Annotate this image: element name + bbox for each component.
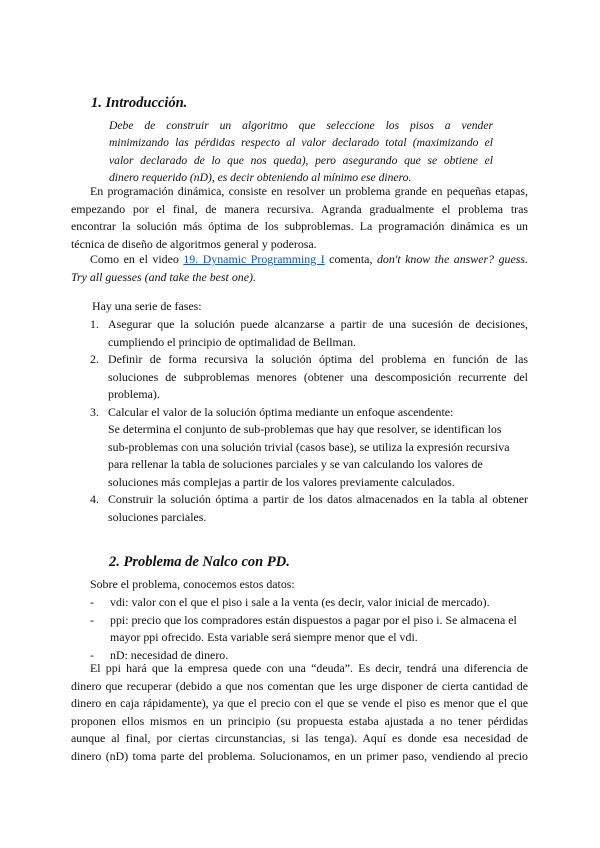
abstract-line: valor declarado de lo que nos queda), pero asegurando que se obtiene el [109, 153, 493, 167]
phase-item [90, 491, 528, 526]
phase-line: cumpliendo el principio de optimalidad de Bellman. [108, 334, 356, 349]
data-item-line: ppi: precio que los compradores están dispuestos a pagar por el piso i. Se almacena el [110, 612, 517, 627]
data-item-line: mayor ppi ofrecido. Esta variable será siempre menor que el vdi. [110, 630, 418, 644]
intro-paragraph [71, 183, 528, 253]
abstract-line: dinero requerido (nD), es decir obteniendo al mínimo ese dinero. [109, 170, 412, 184]
data-item [90, 612, 528, 647]
phase-item [90, 351, 528, 404]
abstract-block [109, 117, 493, 186]
data-item-line: nD: necesidad de dinero. [110, 647, 229, 662]
data-list [90, 594, 528, 664]
paragraph-line [71, 251, 528, 269]
phase-line: Construir la solución óptima a partir de los datos almacenados en la tabla al obtener [108, 492, 528, 506]
dash-bullet: - [90, 612, 94, 627]
section-1-heading: 1. Introducción. [91, 95, 188, 111]
video-quote-2: Try all guesses (and take the best one). [71, 269, 256, 284]
phases-list [90, 316, 528, 526]
phase-line: soluciones parciales. [108, 509, 207, 524]
phase-number: 4. [90, 492, 99, 506]
section-2-heading: 2. Problema de Nalco con PD. [109, 554, 290, 570]
phase-line: sub-problemas con una solución trivial (casos base), se utiliza la expresión recursiva [108, 439, 510, 454]
paragraph-line: El ppi hará que la empresa quede con una “deuda”. Es decir, tendrá una diferencia de [90, 661, 528, 675]
video-middle-text: comenta, [324, 252, 377, 266]
paragraph-line: encontrar la solución más óptima de los subproblemas. La programación dinámica es un [71, 219, 528, 234]
abstract-line: minimizando las pérdidas respecto al valor declarado total (maximizando el [109, 136, 493, 150]
phase-line: Calcular el valor de la solución óptima mediante un enfoque ascendente: [108, 404, 454, 419]
phase-item [90, 404, 528, 492]
phase-line: para rellenar la tabla de soluciones parciales y se van calculando los valores de [108, 457, 483, 471]
paragraph-line: En programación dinámica, consiste en resolver un problema grande en pequeñas etapas, [90, 184, 528, 198]
phase-line: problema). [108, 387, 160, 401]
phase-line: soluciones más complejas a partir de los valores previamente calculados. [108, 474, 455, 489]
phase-number: 2. [90, 352, 99, 366]
data-item-line: vdi: valor con el que el piso i sale a la venta (es decir, valor inicial de mercado). [110, 595, 490, 609]
abstract-line: Debe de construir un algoritmo que seleccione los pisos a vender [109, 119, 493, 132]
phase-line: Asegurar que la solución puede alcanzarse a partir de una sucesión de decisiones, [108, 317, 528, 331]
phase-item [90, 316, 528, 351]
video-link[interactable]: 19. Dynamic Programming I [183, 252, 325, 266]
ppi-paragraph [71, 660, 528, 766]
phase-line: Se determina el conjunto de sub-problemas que hay que resolver, se identifican los [108, 422, 502, 436]
data-item [90, 594, 528, 612]
phases-intro: Hay una serie de fases: [92, 299, 202, 313]
phase-line: Definir de forma recursiva la solución óptima del problema en función de las [108, 352, 528, 366]
phase-number: 1. [90, 317, 99, 331]
paragraph-line: proponen ellos mismos en un principio (su propuesta estaba ajustada a no tener pérdidas [71, 713, 528, 728]
paragraph-line: dinero que recuperar (debido a que nos comentan que les urge disponer de cierta cantidad de [71, 678, 528, 693]
paragraph-line: aunque al final, por ciertas circunstancias, si las tenga). Aquí es donde esa necesidad de [71, 731, 528, 746]
phase-number: 3. [90, 404, 99, 419]
paragraph-line: técnica de diseño de algoritmos general y poderosa. [71, 236, 317, 251]
phase-line: soluciones de subproblemas menores (obtener una descomposición recurrente del [108, 369, 528, 384]
paragraph-line: dinero (nD) toma parte del problema. Solucionamos, en un primer paso, vendiendo al precio [71, 748, 528, 763]
video-quote-1: don't know the answer? guess. [376, 252, 528, 266]
video-prefix-text: Como en el video [90, 252, 184, 266]
dash-bullet: - [90, 647, 94, 662]
video-paragraph [71, 251, 528, 286]
paragraph-line: empezando por el final, de manera recursiva. Agranda gradualmente el problema tras [71, 201, 528, 216]
data-intro: Sobre el problema, conocemos estos datos: [90, 577, 295, 591]
paragraph-line: dinero en caja rápidamente), ya que el precio con el que se vende el piso es menor que el que [71, 696, 528, 711]
dash-bullet: - [90, 595, 94, 609]
